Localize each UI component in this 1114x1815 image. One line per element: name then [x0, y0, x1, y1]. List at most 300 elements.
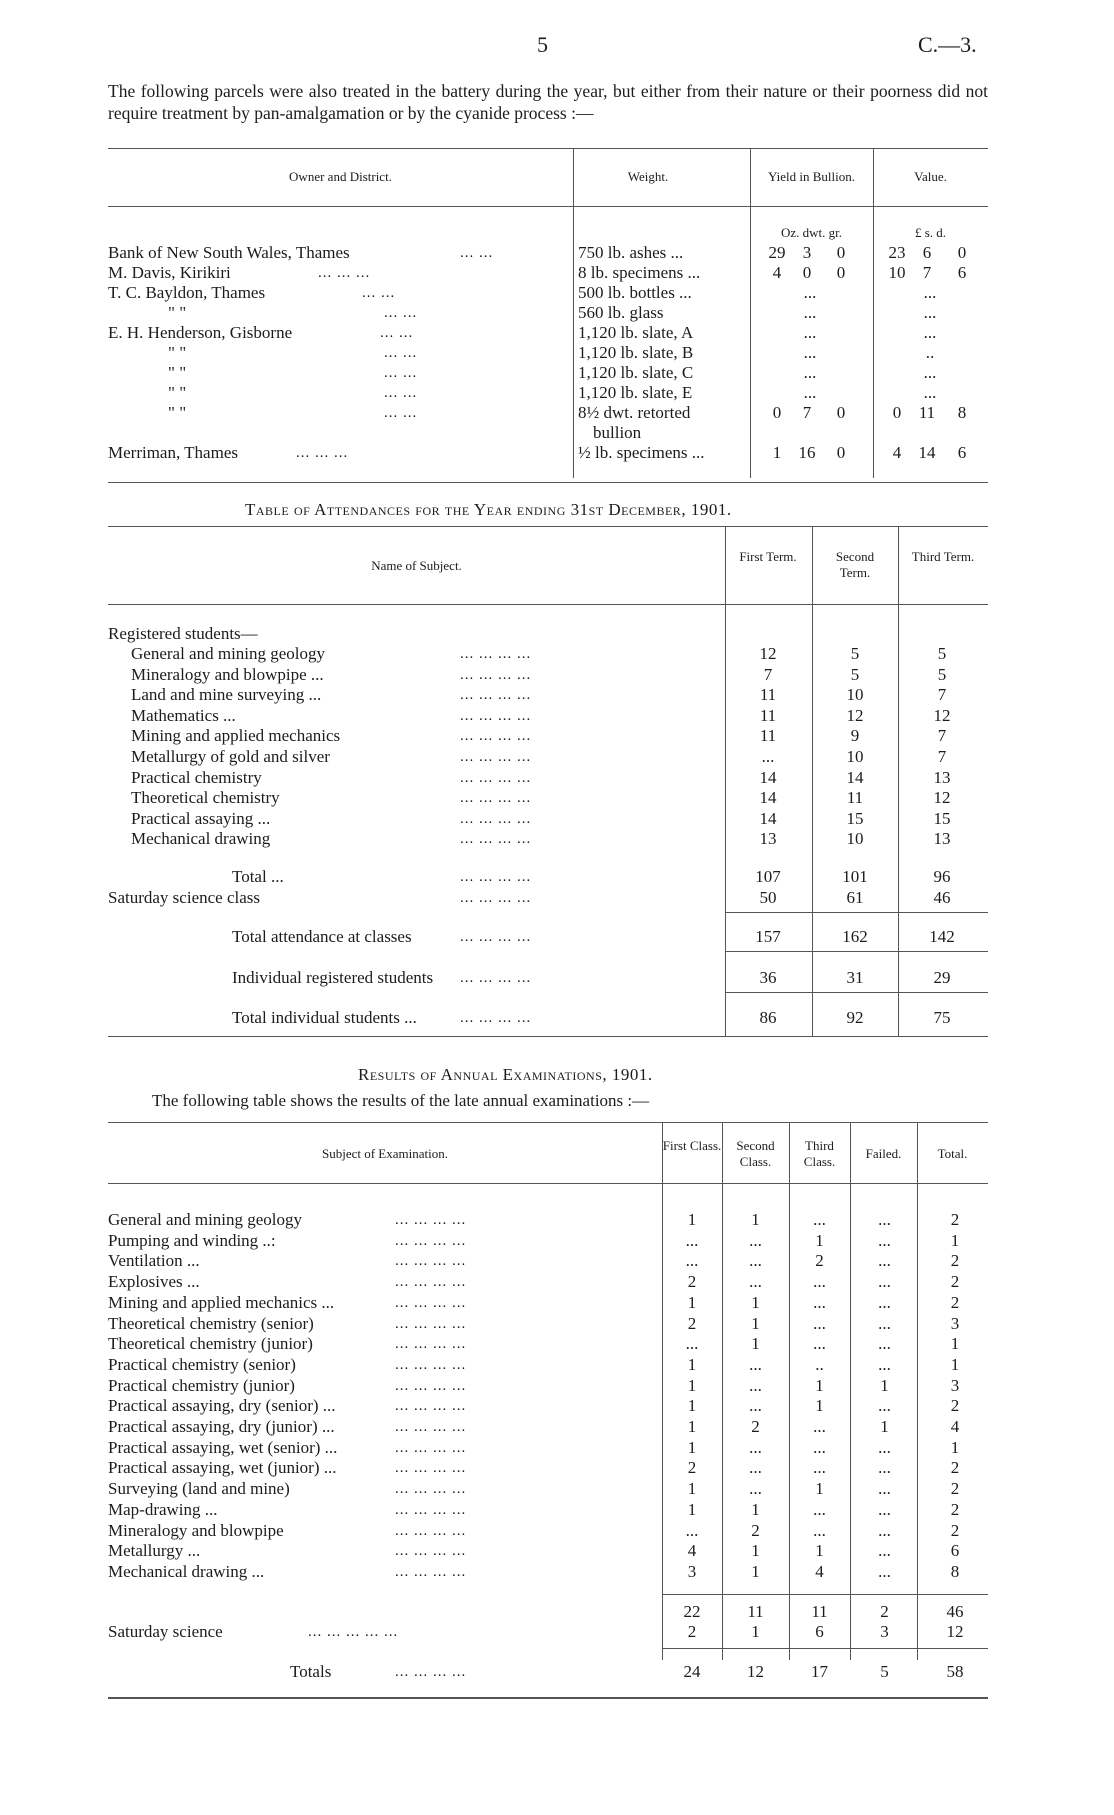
exam-subject: Pumping and winding ..:: [108, 1230, 276, 1250]
exam-value: ...: [749, 1375, 762, 1395]
value-header: Value.: [914, 169, 947, 184]
exam-value: 2: [687, 1272, 697, 1292]
leader-dots: ... ...: [362, 285, 396, 301]
parcel-owner: Merriman, Thames: [108, 443, 238, 462]
exam-value: ...: [813, 1334, 826, 1354]
horizontal-rule: [725, 951, 988, 952]
exam-value: 1: [880, 1417, 889, 1436]
horizontal-rule: [108, 1697, 988, 1699]
exam-value: 2: [950, 1458, 960, 1478]
exam-saturday-value: 6: [815, 1622, 824, 1641]
vertical-rule: [725, 526, 726, 1036]
exam-value: ...: [749, 1396, 762, 1416]
exam-value: ...: [878, 1334, 891, 1354]
leader-dots: ... ... ... ...: [395, 1439, 467, 1456]
exam-value: ...: [878, 1479, 891, 1499]
exam-subject: Surveying (land and mine): [108, 1479, 290, 1499]
exam-value: 2: [751, 1520, 760, 1540]
leader-dots: ... ...: [384, 385, 418, 401]
horizontal-rule: [108, 482, 988, 483]
attendance-value: 11: [759, 685, 777, 705]
yield-gr: 0: [836, 243, 846, 262]
exam-value: 1: [687, 1354, 697, 1374]
attendance-value: 15: [933, 808, 951, 828]
attendance-subject: Mining and applied mechanics: [131, 726, 341, 746]
leader-dots: ... ... ... ...: [395, 1664, 467, 1680]
leader-dots: ... ... ... ...: [460, 929, 532, 945]
horizontal-rule: [108, 1183, 988, 1184]
horizontal-rule: [108, 206, 988, 207]
leader-dots: ... ... ... ...: [460, 749, 532, 765]
exam-totals: Totals: [290, 1662, 332, 1681]
leader-dots: ... ... ... ...: [460, 646, 532, 662]
exam-subject: Map-drawing ...: [108, 1499, 218, 1519]
value-pounds: 23: [888, 243, 906, 262]
attendance-value: 10: [846, 747, 864, 766]
exam-subject: Metallurgy ...: [108, 1541, 201, 1561]
attendance-value: 7: [937, 726, 947, 746]
horizontal-rule: [108, 148, 988, 149]
exam-value: 3: [950, 1375, 960, 1395]
attendance-value: 13: [759, 829, 777, 849]
attendance-value: 15: [846, 808, 864, 828]
exam-value: 2: [950, 1251, 960, 1271]
exam-value: 2: [687, 1458, 697, 1478]
leader-dots: ... ... ... ...: [395, 1336, 467, 1353]
exam-value: 1: [687, 1499, 697, 1519]
exam-value: 4: [950, 1417, 960, 1436]
exam-value: 1: [751, 1313, 760, 1333]
exam-subject: Practical chemistry (senior): [108, 1354, 296, 1374]
value-shillings: 11: [918, 403, 936, 422]
leader-dots: ... ... ... ...: [460, 1010, 532, 1026]
intro-paragraph: The following parcels were also treated in the battery during the year, but either from their nature or their poorness did not require treatment by pan-amalgamation or by the cyanide process :—: [108, 81, 988, 123]
exam-value: ...: [878, 1541, 891, 1561]
individual-registered-value: 31: [846, 968, 864, 987]
exam-value: 1: [950, 1437, 960, 1457]
parcel-owner: E. H. Henderson, Gisborne: [108, 323, 293, 342]
exam-value: ...: [749, 1354, 762, 1374]
exam-subject: Mining and applied mechanics ...: [108, 1292, 335, 1312]
second-term-header: Second Term.: [835, 549, 875, 580]
total-attendance: Total attendance at classes: [232, 927, 412, 946]
subject-header: Name of Subject.: [371, 558, 462, 573]
exam-value: ...: [878, 1272, 891, 1292]
exam-subject: Mineralogy and blowpipe: [108, 1520, 284, 1540]
exam-value: ...: [878, 1354, 891, 1374]
attendance-value: 14: [759, 788, 777, 808]
total-individual-value: 86: [759, 1008, 777, 1027]
yield-dwt: 3: [802, 243, 812, 262]
exam-value: ...: [813, 1292, 826, 1312]
exam-value: ...: [813, 1499, 826, 1519]
attendance-value: 5: [937, 644, 947, 663]
attendance-saturday-value: 50: [759, 888, 777, 907]
exam-value: 1: [950, 1354, 960, 1374]
parcel-weight: 1,120 lb. slate, B: [578, 343, 694, 362]
exam-value: ...: [878, 1251, 891, 1271]
attendance-value: ...: [761, 747, 775, 766]
exam-value: 3: [950, 1313, 960, 1333]
yield-gr: 0: [836, 403, 846, 422]
yield-oz: 0: [772, 403, 782, 422]
exam-value: 1: [815, 1396, 824, 1416]
first-term-header: First Term.: [739, 549, 797, 564]
exam-value: 1: [815, 1541, 824, 1561]
attendance-subject: Practical assaying ...: [131, 808, 271, 828]
exam-value: 1: [815, 1230, 824, 1250]
exam-value: ...: [878, 1561, 891, 1581]
leader-dots: ... ...: [460, 245, 494, 261]
total-attendance-value: 142: [929, 927, 955, 946]
exam-value: 1: [687, 1210, 697, 1229]
attendance-saturday: Saturday science class: [108, 888, 260, 907]
exam-totals-value: 17: [811, 1662, 828, 1681]
attendance-saturday-value: 61: [846, 888, 864, 907]
yield-none: ...: [803, 303, 817, 322]
exam-value: 1: [687, 1375, 697, 1395]
exam-subject: Mechanical drawing ...: [108, 1561, 265, 1581]
exam-value: 8: [950, 1561, 960, 1581]
exam-saturday-value: 1: [751, 1622, 760, 1641]
horizontal-rule: [108, 1122, 988, 1123]
exam-value: 1: [687, 1437, 697, 1457]
exam-totals-value: 12: [747, 1662, 764, 1681]
attendance-subject: Theoretical chemistry: [131, 788, 280, 808]
parcel-weight: 8 lb. specimens ...: [578, 263, 701, 282]
exam-totals-value: 24: [683, 1662, 701, 1681]
leader-dots: ... ... ... ...: [460, 666, 532, 683]
value-shillings: 14: [918, 443, 936, 462]
exam-value: ...: [878, 1520, 891, 1540]
yield-none: ...: [803, 343, 817, 362]
total-individual: Total individual students ...: [232, 1008, 417, 1027]
attendance-value: 13: [933, 829, 951, 849]
parcel-weight: 1,120 lb. slate, A: [578, 323, 694, 342]
failed-header: Failed.: [865, 1146, 902, 1161]
exam-value: ...: [685, 1334, 699, 1354]
leader-dots: ... ... ... ...: [395, 1377, 467, 1394]
leader-dots: ... ... ... ...: [460, 831, 532, 848]
total-attendance-value: 157: [755, 927, 781, 946]
exam-value: ...: [878, 1292, 891, 1312]
exam-subject: Theoretical chemistry (senior): [108, 1313, 314, 1333]
vertical-rule: [873, 148, 874, 478]
leader-dots: ... ... ... ...: [395, 1543, 467, 1560]
exam-value: ...: [749, 1272, 762, 1292]
exam-value: ...: [749, 1437, 762, 1457]
results-title-text: Results of Annual Examinations, 1901.: [358, 1065, 653, 1084]
value-none: ...: [923, 283, 937, 302]
yield-none: ...: [803, 283, 817, 302]
horizontal-rule: [725, 912, 988, 913]
exam-subject: Practical chemistry (junior): [108, 1375, 295, 1395]
yield-none: ...: [803, 363, 817, 382]
attendance-value: 11: [846, 788, 864, 808]
exam-value: 1: [751, 1561, 760, 1581]
value-pence: 0: [957, 243, 967, 262]
exam-subtotal-value: 11: [747, 1602, 764, 1621]
value-none: ...: [923, 323, 937, 342]
leader-dots: ... ... ... ...: [395, 1294, 467, 1311]
value-pence: 6: [957, 443, 967, 462]
vertical-rule: [573, 148, 574, 478]
exam-value: 2: [950, 1479, 960, 1499]
attendance-value: 7: [937, 747, 947, 766]
leader-dots: ... ... ... ...: [395, 1460, 467, 1477]
exam-subject: General and mining geology: [108, 1210, 303, 1229]
exam-value: 1: [687, 1479, 697, 1499]
horizontal-rule: [662, 1594, 988, 1595]
attendance-total-value: 96: [933, 867, 951, 886]
yield-none: ...: [803, 383, 817, 402]
exam-subject: Practical assaying, dry (senior) ...: [108, 1396, 336, 1416]
attendance-value: 5: [850, 644, 860, 663]
yield-units: Oz. dwt. gr.: [780, 225, 843, 240]
exam-value: ...: [749, 1251, 762, 1271]
weight-header: Weight.: [627, 169, 669, 184]
leader-dots: ... ...: [384, 345, 418, 361]
attendance-value: 13: [933, 767, 951, 787]
exam-value: 2: [687, 1313, 697, 1333]
exam-value: 2: [950, 1499, 960, 1519]
results-title: [358, 1065, 653, 1085]
exam-subtotal-value: 11: [811, 1602, 828, 1621]
leader-dots: ... ... ... ...: [460, 890, 532, 906]
first-class-header: First Class.: [662, 1138, 722, 1153]
exam-value: ...: [813, 1458, 826, 1478]
parcel-owner: " ": [168, 343, 187, 362]
attendance-total-value: 101: [842, 867, 868, 886]
attendance-value: 14: [846, 767, 864, 787]
leader-dots: ... ... ... ...: [395, 1212, 467, 1228]
vertical-rule: [722, 1122, 723, 1660]
attendance-value: 5: [850, 664, 860, 684]
leader-dots: ... ... ... ...: [460, 869, 532, 885]
exam-subject: Explosives ...: [108, 1272, 200, 1292]
leader-dots: ... ... ... ... ...: [308, 1624, 399, 1640]
exam-saturday: Saturday science: [108, 1622, 223, 1641]
exam-value: ...: [878, 1458, 891, 1478]
exam-value: ...: [685, 1251, 699, 1271]
exam-saturday-value: 3: [880, 1622, 889, 1641]
yield-oz: 1: [772, 443, 782, 462]
attendance-value: 10: [846, 685, 864, 705]
attendance-value: 9: [850, 726, 860, 746]
exam-value: 1: [815, 1375, 824, 1395]
yield-gr: 0: [836, 443, 846, 462]
page-number: 5: [537, 32, 548, 57]
exam-value: ...: [685, 1520, 699, 1540]
attendance-title-text: Table of Attendances for the Year ending 31st December, 1901.: [245, 500, 732, 519]
leader-dots: ... ... ... ...: [395, 1563, 467, 1580]
yield-dwt: 16: [798, 443, 816, 462]
value-none: ...: [923, 383, 937, 402]
exam-value: 2: [950, 1520, 960, 1540]
attendance-subject: Practical chemistry: [131, 767, 262, 787]
value-none: ...: [923, 363, 937, 382]
parcel-weight: 750 lb. ashes ...: [578, 243, 684, 262]
exam-value: ...: [878, 1396, 891, 1416]
exam-value: 2: [950, 1292, 960, 1312]
individual-registered-value: 29: [933, 968, 951, 987]
attendance-value: 11: [759, 726, 777, 746]
exam-value: ...: [749, 1458, 762, 1478]
attendance-value: 12: [759, 644, 777, 663]
leader-dots: ... ...: [380, 325, 414, 341]
exam-value: ...: [813, 1272, 826, 1292]
leader-dots: ... ... ... ...: [460, 790, 532, 807]
exam-saturday-value: 12: [946, 1622, 964, 1641]
parcel-weight: ½ lb. specimens ...: [578, 443, 705, 462]
individual-registered-value: 36: [759, 968, 777, 987]
leader-dots: ... ...: [384, 365, 418, 381]
document-reference: C.—3.: [918, 32, 977, 57]
leader-dots: ... ... ... ...: [395, 1232, 467, 1249]
exam-value: ...: [813, 1417, 826, 1436]
exam-value: 4: [815, 1561, 824, 1581]
exam-value: ...: [749, 1479, 762, 1499]
parcel-owner: " ": [168, 363, 187, 382]
exam-value: 1: [687, 1396, 697, 1416]
leader-dots: ... ... ... ...: [395, 1274, 467, 1291]
exam-value: 6: [950, 1541, 960, 1561]
value-none: ..: [925, 343, 935, 362]
leader-dots: ... ... ... ...: [395, 1481, 467, 1498]
value-pence: 6: [957, 263, 967, 282]
yield-oz: 29: [768, 243, 786, 262]
third-term-header: Third Term.: [911, 549, 975, 564]
exam-value: 1: [751, 1541, 760, 1561]
leader-dots: ... ... ... ...: [460, 970, 532, 986]
exam-value: 2: [751, 1417, 760, 1436]
exam-value: 1: [950, 1230, 960, 1250]
exam-subject: Theoretical chemistry (junior): [108, 1334, 313, 1354]
yield-oz: 4: [772, 263, 782, 282]
exam-value: 1: [751, 1210, 760, 1229]
exam-totals-value: 5: [880, 1662, 889, 1681]
exam-subtotal-value: 2: [880, 1602, 889, 1621]
attendance-subject: Mechanical drawing: [131, 829, 271, 849]
leader-dots: ... ... ... ...: [460, 769, 532, 786]
parcel-weight: 1,120 lb. slate, E: [578, 383, 693, 402]
exam-subject: Practical assaying, wet (senior) ...: [108, 1437, 338, 1457]
individual-registered: Individual registered students: [232, 968, 434, 987]
leader-dots: ... ... ... ...: [395, 1522, 467, 1539]
results-subtitle: The following table shows the results of the late annual examinations :—: [152, 1091, 650, 1110]
attendance-value: 12: [933, 788, 951, 808]
leader-dots: ... ... ...: [296, 445, 349, 461]
leader-dots: ... ... ... ...: [460, 728, 532, 745]
leader-dots: ... ... ... ...: [395, 1315, 467, 1332]
vertical-rule: [662, 1122, 663, 1660]
value-shillings: 7: [922, 263, 932, 282]
exam-value: ...: [878, 1499, 891, 1519]
exam-value: 1: [687, 1417, 697, 1436]
attendance-value: 7: [937, 685, 947, 705]
exam-value: ...: [813, 1520, 826, 1540]
leader-dots: ... ... ... ...: [460, 810, 532, 827]
exam-value: ...: [685, 1230, 699, 1250]
leader-dots: ... ... ... ...: [395, 1356, 467, 1373]
leader-dots: ... ... ...: [318, 265, 371, 281]
vertical-rule: [898, 526, 899, 1036]
parcel-owner: Bank of New South Wales, Thames: [108, 243, 350, 262]
attendance-value: 12: [846, 705, 864, 725]
exam-totals-value: 58: [946, 1662, 964, 1681]
attendance-value: 12: [933, 705, 951, 725]
attendance-title: [245, 500, 732, 520]
exam-value: 1: [751, 1292, 760, 1312]
parcel-weight: 560 lb. glass: [578, 303, 664, 322]
parcel-weight: 500 lb. bottles ...: [578, 283, 692, 302]
attendance-subject: Mathematics ...: [131, 705, 236, 725]
second-class-header: Second Class.: [736, 1138, 775, 1169]
parcel-owner: " ": [168, 403, 187, 422]
attendance-subject: General and mining geology: [131, 644, 326, 663]
attendance-value: 10: [846, 829, 864, 849]
horizontal-rule: [108, 526, 988, 527]
vertical-rule: [917, 1122, 918, 1660]
horizontal-rule: [725, 992, 988, 993]
vertical-rule: [812, 526, 813, 1036]
yield-gr: 0: [836, 263, 846, 282]
exam-subject: Practical assaying, wet (junior) ...: [108, 1458, 337, 1478]
leader-dots: ... ... ... ...: [395, 1398, 467, 1415]
horizontal-rule: [108, 1036, 988, 1037]
leader-dots: ... ...: [384, 305, 418, 321]
value-shillings: 6: [922, 243, 932, 262]
exam-subject: Ventilation ...: [108, 1251, 200, 1271]
attendance-total: Total ...: [232, 867, 284, 886]
exam-subtotal-value: 46: [946, 1602, 964, 1621]
exam-value: ..: [815, 1354, 824, 1374]
parcel-weight: 8½ dwt. retorted: [578, 403, 691, 422]
total-individual-value: 75: [933, 1008, 951, 1027]
yield-header: Yield in Bullion.: [767, 169, 856, 184]
exam-value: 1: [815, 1479, 824, 1499]
leader-dots: ... ... ... ...: [395, 1501, 467, 1518]
exam-value: ...: [813, 1313, 826, 1333]
exam-value: ...: [813, 1210, 826, 1229]
parcel-weight-cont: bullion: [593, 423, 642, 442]
yield-none: ...: [803, 323, 817, 342]
exam-value: 2: [950, 1272, 960, 1292]
exam-value: ...: [878, 1437, 891, 1457]
value-pounds: 0: [892, 403, 902, 422]
vertical-rule: [750, 148, 751, 478]
leader-dots: ... ... ... ...: [395, 1419, 467, 1435]
value-pence: 8: [957, 403, 967, 422]
exam-value: 1: [950, 1334, 960, 1354]
parcel-owner: " ": [168, 383, 187, 402]
exam-value: 2: [815, 1251, 824, 1271]
value-pounds: 10: [888, 263, 906, 282]
attendance-value: 7: [763, 664, 773, 684]
exam-value: 2: [950, 1396, 960, 1416]
horizontal-rule: [108, 604, 988, 605]
exam-value: ...: [878, 1313, 891, 1333]
vertical-rule: [850, 1122, 851, 1660]
yield-dwt: 0: [802, 263, 812, 282]
exam-value: 1: [751, 1499, 760, 1519]
exam-subject: Practical assaying, dry (junior) ...: [108, 1417, 335, 1436]
parcel-owner: " ": [168, 303, 187, 322]
horizontal-rule: [662, 1648, 988, 1649]
attendance-subject: Metallurgy of gold and silver: [131, 747, 330, 766]
exam-value: 1: [880, 1375, 889, 1395]
parcel-owner: M. Davis, Kirikiri: [108, 263, 231, 282]
